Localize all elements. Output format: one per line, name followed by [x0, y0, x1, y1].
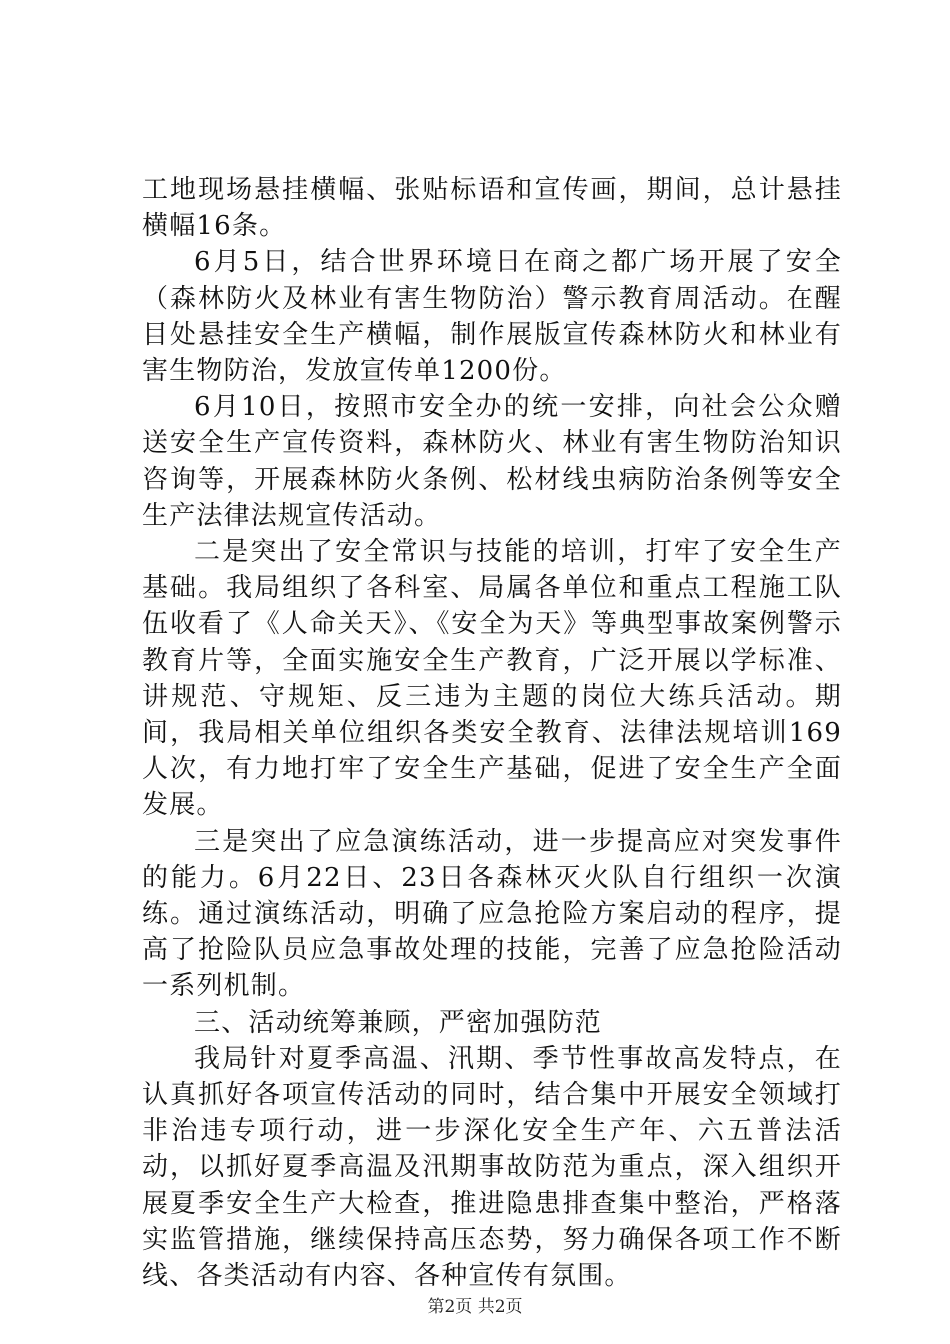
section-heading-three: 三、活动统筹兼顾，严密加强防范: [194, 1007, 603, 1038]
page-footer: 第2页 共2页: [427, 1297, 523, 1317]
paragraph-emergency-drill: 三是突出了应急演练活动，进一步提高应对突发事件的能力。6月22日、23日各森林灭火队自行组织一次演练。通过演练活动，明确了应急抢险方案启动的程序，提高了抢险队员应急事故处理的技能，完善了应急抢险活动一系列机制。: [142, 826, 842, 1002]
paragraph-summer-prevention: 我局针对夏季高温、汛期、季节性事故高发特点，在认真抓好各项宣传活动的同时，结合集中开展安全领域打非治违专项行动，进一步深化安全生产年、六五普法活动，以抓好夏季高温及汛期事故防范为重点，深入组织开展夏季安全生产大检查，推进隐患排查集中整治，严格落实监管措施，继续保持高压态势，努力确保各项工作不断线、各类活动有内容、各种宣传有氛围。: [142, 1043, 842, 1292]
paragraph-june-5: 6月5日，结合世界环境日在商之都广场开展了安全（森林防火及林业有害生物防治）警示教育周活动。在醒目处悬挂安全生产横幅，制作展版宣传森林防火和林业有害生物防治，发放宣传单1200份。: [142, 247, 842, 387]
paragraph-training: 二是突出了安全常识与技能的培训，打牢了安全生产基础。我局组织了各科室、局属各单位和重点工程施工队伍收看了《人命关天》、《安全为天》等典型事故案例警示教育片等，全面实施安全生产教育，广泛开展以学标准、讲规范、守规矩、反三违为主题的岗位大练兵活动。期间，我局相关单位组织各类安全教育、法律法规培训169人次，有力地打牢了安全生产基础，促进了安全生产全面发展。: [142, 537, 842, 821]
document-body: [142, 172, 842, 1294]
paragraph-continuation: 工地现场悬挂横幅、张贴标语和宣传画，期间，总计悬挂横幅16条。: [142, 175, 842, 242]
paragraph-june-10: 6月10日，按照市安全办的统一安排，向社会公众赠送安全生产宣传资料，森林防火、林业有害生物防治知识咨询等，开展森林防火条例、松材线虫病防治条例等安全生产法律法规宣传活动。: [142, 392, 842, 531]
